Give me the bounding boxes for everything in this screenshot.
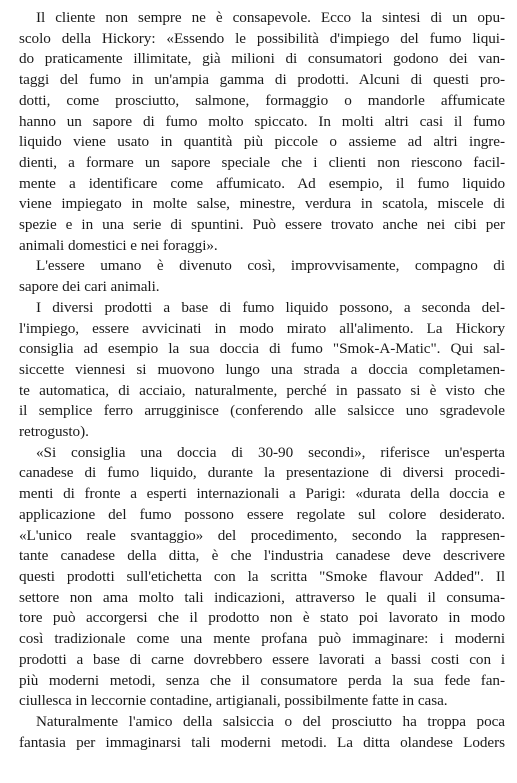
text-line: L'essere umano è divenuto così, improvvisamente, compagno di (36, 257, 505, 275)
text-line: Naturalmente l'amico della salsiccia o del prosciutto ha troppa poca (36, 712, 505, 730)
paragraph (19, 712, 505, 753)
paragraph (19, 298, 505, 443)
text-line: mente a identificare come affumicato. Ad esempio, il fumo liquido (19, 174, 505, 192)
text-line: «L'unico reale svantaggio» del procedimento, secondo la rappresen- (19, 526, 505, 544)
text-line: scolo della Hickory: «Essendo le possibilità d'impiego del fumo liqui- (19, 29, 505, 47)
text-line: «Si consiglia una doccia di 30-90 secondi», riferisce un'esperta (36, 443, 505, 461)
text-line: l'impiego, essere avvicinati in modo mirato all'alimento. La Hickory (19, 319, 505, 337)
text-line: il semplice ferro arrugginisce (conferendo alle salsicce uno sgradevole (19, 402, 505, 420)
text-line: tore può accorgersi che il prodotto non è stato poi lavorato in modo (19, 609, 505, 627)
text-line: animali domestici e nei foraggi». (19, 236, 218, 254)
text-line: dotti, come prosciutto, salmone, formaggio o mandorle affumicate (19, 91, 505, 109)
text-line: prodotti a base di carne dovrebbero essere lavorati a bassi costi con i (19, 650, 505, 668)
paragraph (19, 443, 505, 712)
text-line: liquido viene usato in quantità più piccole o assieme ad altri ingre- (19, 133, 505, 151)
text-line: dienti, a formare un sapore speciale che i clienti non riescono facil- (19, 153, 505, 171)
text-line: così tradizionale come una mente profana può immaginare: i moderni (19, 630, 505, 648)
text-line: viene impiegato in molte salse, minestre, verdura in scatola, miscele di (19, 195, 505, 213)
text-line: Il cliente non sempre ne è consapevole. Ecco la sintesi di un opu- (36, 9, 505, 26)
text-line: spezie e in una serie di spuntini. Può essere trovato anche nei cibi per (19, 216, 505, 234)
text-line: fantasia per immaginarsi tali moderni metodi. La ditta olandese Loders (19, 733, 505, 751)
text-line: più moderni metodi, senza che il consumatore perda la sua fede fan- (19, 671, 505, 689)
text-line: I diversi prodotti a base di fumo liquido possono, a seconda del- (36, 298, 505, 316)
text-line: do praticamente illimitate, già milioni di consumatori godono dei van- (19, 50, 505, 68)
text-line: consiglia ad esempio la sua doccia di fumo "Smok-A-Matic". Qui sal- (19, 340, 505, 358)
text-line: tante canadese della ditta, è che l'industria canadese deve descrivere (19, 547, 505, 565)
text-line: ciullesca in leccornie contadine, artigianali, possibilmente fatte in casa. (19, 692, 448, 710)
text-line: taggi del fumo in un'ampia gamma di prodotti. Alcuni di questi pro- (19, 71, 505, 89)
text-line: hanno un sapore di fumo molto spiccato. In molti altri casi il fumo (19, 112, 505, 130)
text-line: siccette viennesi si muovono lungo una strada a doccia completamen- (19, 360, 505, 378)
text-line: canadese di fumo liquido, durante la presentazione di diversi procedi- (19, 464, 505, 482)
text-line: applicazione del fumo possono essere regolate sul colore desiderato. (19, 505, 505, 523)
paragraph (19, 256, 505, 297)
text-line: retrogusto). (19, 423, 89, 441)
text-line: sapore dei cari animali. (19, 278, 160, 296)
text-line: te automatica, di acciaio, naturalmente, perché in passato si è visto che (19, 381, 505, 399)
text-line: menti di fronte a esperti internazionali a Parigi: «durata della doccia e (19, 485, 505, 503)
paragraph (19, 8, 505, 256)
text-line: questi prodotti sull'etichetta con la scritta "Smoke flavour Added". Il (19, 567, 505, 585)
text-line: settore non ama molto tali indicazioni, attraverso le quali il consuma- (19, 588, 505, 606)
